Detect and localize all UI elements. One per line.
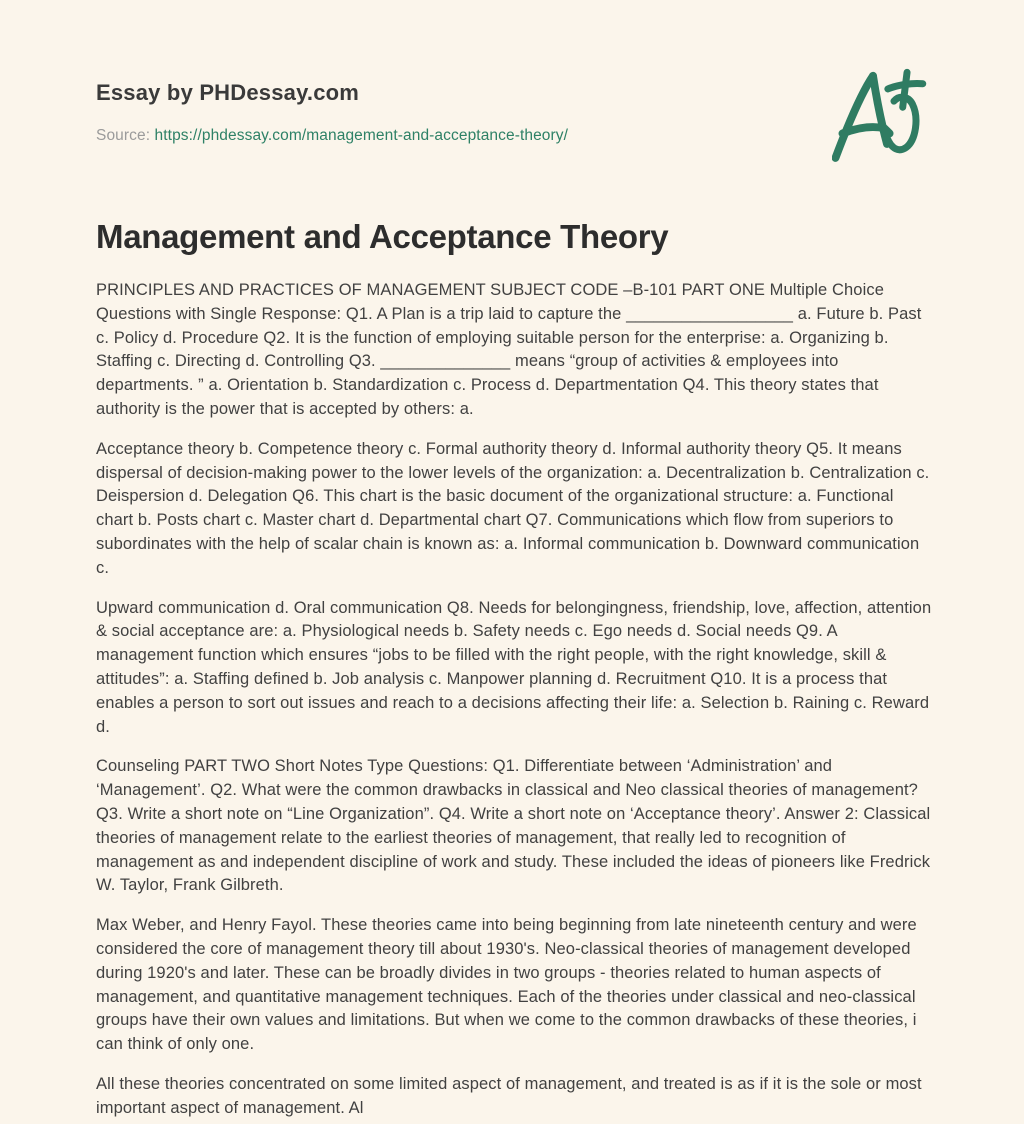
header-text-block [96, 78, 568, 145]
essay-paragraph: PRINCIPLES AND PRACTICES OF MANAGEMENT SUBJECT CODE –B-101 PART ONE Multiple Choice Questions with Single Response: Q1. A Plan is a trip laid to capture the __________________ a. Future b. Past c. Policy d. Procedure Q2. It is the function of employing suitable person for the enterprise: a. Organizing b. Staffing c. Directing d. Controlling Q3. ______________ means “group of activities & employees into departments. ” a. Orientation b. Standardization c. Process d. Departmentation Q4. This theory states that authority is the power that is accepted by others: a. [96, 281, 922, 418]
page-header [96, 78, 930, 166]
essay-paragraph: Counseling PART TWO Short Notes Type Questions: Q1. Differentiate between ‘Administration’ and ‘Management’. Q2. What were the common drawbacks in classical and Neo classical theories of management? Q3. Write a short note on “Line Organization”. Q4. Write a short note on ‘Acceptance theory’. Answer 2: Classical theories of management relate to the earliest theories of management, that really led to recognition of management as and independent discipline of work and study. These included the ideas of pioneers like Fredrick W. Taylor, Frank Gilbreth. [96, 757, 931, 895]
source-label: Source: [96, 127, 151, 144]
essay-paragraph: Acceptance theory b. Competence theory c. Formal authority theory d. Informal authority theory Q5. It means dispersal of decision-making power to the lower levels of the organization: a. Decentralization b. Centralization c. Deispersion d. Delegation Q6. This chart is the basic document of the organizational structure: a. Functional chart b. Posts chart c. Master chart d. Departmental chart Q7. Communications which flow from superiors to subordinates with the help of scalar chain is known as: a. Informal communication b. Downward communication c. [96, 439, 930, 577]
essay-paragraph: Max Weber, and Henry Fayol. These theories came into being beginning from late nineteenth century and were considered the core of management theory till about 1930's. Neo-classical theories of management developed during 1920's and later. These can be broadly divides in two groups - theories related to human aspects of management, and quantitative management techniques. Each of the theories under classical and neo-classical groups have their own values and limitations. But when we come to the common drawbacks of these theories, i can think of only one. [96, 916, 917, 1054]
essay-paragraph: All these theories concentrated on some limited aspect of management, and treated is as if it is the sole or most important aspect of management. Al [96, 1074, 922, 1117]
site-heading: Essay by PHDessay.com [96, 80, 360, 105]
logo [832, 66, 928, 166]
source-link[interactable]: https://phdessay.com/management-and-acceptance-theory/ [154, 127, 569, 144]
source-row [96, 127, 568, 145]
essay-title: Management and Acceptance Theory [96, 218, 669, 255]
essay-paragraph: Upward communication d. Oral communication Q8. Needs for belongingness, friendship, love, affection, attention & social acceptance are: a. Physiological needs b. Safety needs c. Ego needs d. Social needs Q9. A management function which ensures “jobs to be filled with the right people, with the right knowledge, skill & attitudes”: a. Staffing defined b. Job analysis c. Manpower planning d. Recruitment Q10. It is a process that enables a person to sort out issues and reach to a decisions affecting their life: a. Selection b. Raining c. Reward d. [96, 598, 932, 736]
a-plus-logo-icon [832, 66, 928, 166]
essay-body [96, 279, 934, 1121]
